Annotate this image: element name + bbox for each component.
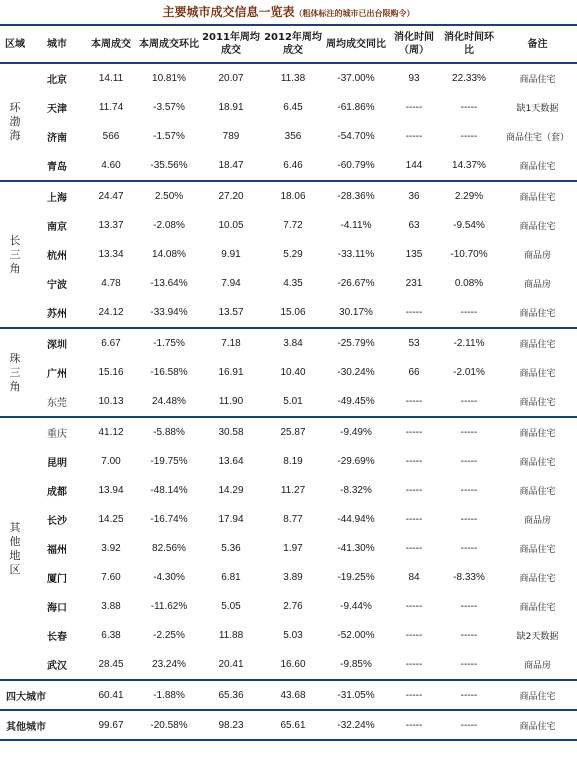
value-cell: 27.20 bbox=[200, 181, 262, 211]
value-cell: 65.36 bbox=[200, 680, 262, 710]
note-cell: 商品住宅 bbox=[519, 369, 556, 379]
value-cell: 8.19 bbox=[283, 456, 303, 467]
value-cell: 24.48% bbox=[152, 396, 186, 407]
value-cell: 24.12 bbox=[98, 307, 124, 318]
table-row bbox=[0, 93, 577, 122]
value-cell: ----- bbox=[405, 102, 423, 113]
value-cell: -52.00% bbox=[337, 630, 375, 641]
value-cell: -19.75% bbox=[150, 456, 188, 467]
note-cell: 商品住宅（套） bbox=[505, 133, 569, 143]
value-cell: 20.07 bbox=[218, 73, 244, 84]
value-cell: -20.58% bbox=[138, 710, 200, 740]
city-cell: 昆明 bbox=[47, 458, 67, 469]
value-cell: -2.25% bbox=[153, 630, 185, 641]
note-cell: 商品房 bbox=[523, 661, 551, 671]
city-cell: 济南 bbox=[47, 133, 67, 144]
value-cell: 13.34 bbox=[98, 249, 124, 260]
column-header: 备注 bbox=[498, 25, 577, 63]
value-cell: 6.46 bbox=[283, 160, 303, 171]
note-cell: 商品住宅 bbox=[519, 162, 556, 172]
total-row bbox=[0, 710, 577, 740]
value-cell: 566 bbox=[102, 131, 120, 142]
table-body bbox=[0, 63, 577, 740]
value-cell: 17.94 bbox=[218, 514, 244, 525]
city-cell: 天津 bbox=[47, 104, 67, 115]
header-row bbox=[0, 25, 577, 63]
value-cell: -9.49% bbox=[324, 417, 388, 447]
note-cell: 商品住宅 bbox=[498, 710, 577, 740]
value-cell: 10.13 bbox=[98, 396, 124, 407]
value-cell: 14.08% bbox=[152, 249, 186, 260]
value-cell: 93 bbox=[408, 73, 420, 84]
value-cell: ----- bbox=[388, 417, 440, 447]
city-cell: 杭州 bbox=[47, 251, 67, 262]
city-cell: 海口 bbox=[47, 603, 67, 614]
value-cell: 66 bbox=[408, 367, 420, 378]
region-label: 长三角 bbox=[9, 233, 21, 275]
value-cell: ----- bbox=[460, 396, 478, 407]
value-cell: 43.68 bbox=[262, 680, 324, 710]
value-cell: 14.11 bbox=[98, 73, 124, 84]
note-cell: 商品住宅 bbox=[519, 545, 556, 555]
value-cell: -54.70% bbox=[337, 131, 375, 142]
value-cell: 99.67 bbox=[84, 710, 138, 740]
value-cell: ----- bbox=[405, 601, 423, 612]
value-cell: 60.41 bbox=[84, 680, 138, 710]
value-cell: 6.45 bbox=[283, 102, 303, 113]
value-cell: -33.11% bbox=[337, 249, 375, 260]
value-cell: -28.36% bbox=[324, 181, 388, 211]
note-cell: 缺1天数据 bbox=[516, 104, 559, 114]
value-cell: -13.64% bbox=[150, 278, 188, 289]
value-cell: ----- bbox=[405, 307, 423, 318]
region-cell bbox=[0, 328, 30, 417]
value-cell: ----- bbox=[440, 417, 498, 447]
value-cell: 18.47 bbox=[218, 160, 244, 171]
note-cell: 商品住宅 bbox=[498, 417, 577, 447]
city-cell: 东莞 bbox=[47, 398, 67, 409]
value-cell: 11.88 bbox=[218, 630, 244, 641]
table-row bbox=[0, 505, 577, 534]
value-cell: 23.24% bbox=[152, 659, 186, 670]
table-row bbox=[0, 534, 577, 563]
value-cell: 41.12 bbox=[84, 417, 138, 447]
value-cell: 14.29 bbox=[218, 485, 244, 496]
city-cell: 长沙 bbox=[47, 516, 67, 527]
value-cell: 11.90 bbox=[218, 396, 244, 407]
note-cell: 商品住宅 bbox=[519, 487, 556, 497]
city-cell: 上海 bbox=[30, 181, 84, 211]
value-cell: ----- bbox=[460, 659, 478, 670]
value-cell: ----- bbox=[405, 659, 423, 670]
city-cell: 福州 bbox=[47, 545, 67, 556]
value-cell: 13.64 bbox=[218, 456, 244, 467]
value-cell: -32.24% bbox=[324, 710, 388, 740]
value-cell: -3.57% bbox=[153, 102, 185, 113]
note-cell: 商品住宅 bbox=[519, 603, 556, 613]
table-row bbox=[0, 151, 577, 181]
value-cell: 10.40 bbox=[280, 367, 306, 378]
title-text: 主要城市成交信息一览表 bbox=[162, 5, 295, 19]
value-cell: 11.38 bbox=[280, 73, 306, 84]
value-cell: -29.69% bbox=[337, 456, 375, 467]
value-cell: ----- bbox=[460, 543, 478, 554]
value-cell: -2.01% bbox=[453, 367, 485, 378]
table-row bbox=[0, 447, 577, 476]
value-cell: 2.50% bbox=[138, 181, 200, 211]
value-cell: 3.89 bbox=[283, 572, 303, 583]
value-cell: ----- bbox=[405, 456, 423, 467]
total-row bbox=[0, 680, 577, 710]
value-cell: 16.91 bbox=[218, 367, 244, 378]
value-cell: -60.79% bbox=[337, 160, 375, 171]
value-cell: 14.37% bbox=[452, 160, 486, 171]
value-cell: -11.62% bbox=[150, 601, 188, 612]
note-cell: 商品住宅 bbox=[519, 222, 556, 232]
column-header: 消化时间环比 bbox=[440, 25, 498, 63]
value-cell: 13.57 bbox=[218, 307, 244, 318]
city-cell: 成都 bbox=[47, 487, 67, 498]
value-cell: -61.86% bbox=[337, 102, 375, 113]
region-cell bbox=[0, 63, 30, 181]
city-cell: 深圳 bbox=[30, 328, 84, 358]
value-cell: 65.61 bbox=[262, 710, 324, 740]
value-cell: 135 bbox=[405, 249, 423, 260]
region-label: 其他地区 bbox=[9, 520, 21, 576]
value-cell: 15.06 bbox=[280, 307, 306, 318]
value-cell: 4.78 bbox=[101, 278, 121, 289]
value-cell: -5.88% bbox=[138, 417, 200, 447]
value-cell: ----- bbox=[440, 710, 498, 740]
city-cell: 北京 bbox=[47, 75, 67, 86]
value-cell: 7.72 bbox=[283, 220, 303, 231]
table-row bbox=[0, 240, 577, 269]
value-cell: ----- bbox=[405, 543, 423, 554]
value-cell: 22.33% bbox=[452, 73, 486, 84]
city-cell: 武汉 bbox=[47, 661, 67, 672]
table-row bbox=[0, 563, 577, 592]
value-cell: 4.60 bbox=[101, 160, 121, 171]
column-header: 消化时间（周） bbox=[388, 25, 440, 63]
city-cell: 广州 bbox=[47, 369, 67, 380]
region-cell bbox=[0, 181, 30, 328]
value-cell: 13.37 bbox=[98, 220, 124, 231]
value-cell: 28.45 bbox=[98, 659, 124, 670]
value-cell: ----- bbox=[460, 307, 478, 318]
table-row bbox=[0, 621, 577, 650]
value-cell: 53 bbox=[388, 328, 440, 358]
city-cell: 厦门 bbox=[47, 574, 67, 585]
value-cell: 5.03 bbox=[283, 630, 303, 641]
value-cell: ----- bbox=[388, 710, 440, 740]
city-cell: 宁波 bbox=[47, 280, 67, 291]
value-cell: 24.47 bbox=[84, 181, 138, 211]
value-cell: ----- bbox=[405, 514, 423, 525]
value-cell: 0.08% bbox=[454, 278, 484, 289]
note-cell: 商品住宅 bbox=[519, 309, 556, 319]
region-cell bbox=[0, 417, 30, 680]
value-cell: -2.11% bbox=[440, 328, 498, 358]
value-cell: 82.56% bbox=[152, 543, 186, 554]
value-cell: -44.94% bbox=[337, 514, 375, 525]
note-cell: 商品住宅 bbox=[519, 458, 556, 468]
region-label: 珠三角 bbox=[9, 351, 21, 393]
region-label: 环渤海 bbox=[9, 101, 21, 142]
note-cell: 商品房 bbox=[523, 516, 551, 526]
value-cell: 5.05 bbox=[221, 601, 241, 612]
value-cell: ----- bbox=[405, 396, 423, 407]
value-cell: ----- bbox=[405, 630, 423, 641]
title-note: （粗体标注的城市已出台限购令） bbox=[294, 9, 415, 18]
value-cell: -30.24% bbox=[337, 367, 375, 378]
value-cell: 7.18 bbox=[200, 328, 262, 358]
value-cell: ----- bbox=[460, 514, 478, 525]
value-cell: -10.70% bbox=[450, 249, 488, 260]
value-cell: 9.91 bbox=[221, 249, 241, 260]
value-cell: 6.81 bbox=[221, 572, 241, 583]
table-row bbox=[0, 592, 577, 621]
value-cell: 25.87 bbox=[262, 417, 324, 447]
value-cell: ----- bbox=[460, 601, 478, 612]
table-row bbox=[0, 328, 577, 358]
value-cell: 789 bbox=[222, 131, 240, 142]
value-cell: 8.77 bbox=[283, 514, 303, 525]
value-cell: 16.60 bbox=[280, 659, 306, 670]
value-cell: -4.11% bbox=[340, 220, 372, 231]
value-cell: 231 bbox=[405, 278, 423, 289]
note-cell: 商品住宅 bbox=[498, 181, 577, 211]
value-cell: 2.29% bbox=[440, 181, 498, 211]
value-cell: 63 bbox=[408, 220, 420, 231]
note-cell: 商品房 bbox=[523, 251, 551, 261]
value-cell: 4.35 bbox=[283, 278, 303, 289]
value-cell: 11.27 bbox=[280, 485, 306, 496]
table-title bbox=[0, 0, 577, 24]
table-row bbox=[0, 387, 577, 417]
value-cell: -4.30% bbox=[153, 572, 185, 583]
value-cell: -1.57% bbox=[153, 131, 185, 142]
column-header: 城市 bbox=[30, 25, 84, 63]
value-cell: 1.97 bbox=[283, 543, 303, 554]
note-cell: 商品住宅 bbox=[519, 398, 556, 408]
value-cell: 5.29 bbox=[283, 249, 303, 260]
value-cell: -2.08% bbox=[153, 220, 185, 231]
note-cell: 商品住宅 bbox=[498, 328, 577, 358]
city-cell: 青岛 bbox=[47, 162, 67, 173]
value-cell: ----- bbox=[460, 630, 478, 641]
value-cell: 11.74 bbox=[98, 102, 124, 113]
table-row bbox=[0, 211, 577, 240]
value-cell: -31.05% bbox=[324, 680, 388, 710]
value-cell: -49.45% bbox=[337, 396, 375, 407]
value-cell: 10.05 bbox=[218, 220, 244, 231]
value-cell: -41.30% bbox=[337, 543, 375, 554]
value-cell: 10.81% bbox=[152, 73, 186, 84]
value-cell: -9.54% bbox=[453, 220, 485, 231]
value-cell: 7.00 bbox=[101, 456, 121, 467]
value-cell: -9.44% bbox=[340, 601, 372, 612]
table-row bbox=[0, 269, 577, 298]
value-cell: -33.94% bbox=[150, 307, 188, 318]
note-cell: 商品住宅 bbox=[519, 75, 556, 85]
value-cell: 356 bbox=[284, 131, 302, 142]
value-cell: -1.88% bbox=[138, 680, 200, 710]
column-header: 本周成交 bbox=[84, 25, 138, 63]
column-header: 周均成交同比 bbox=[324, 25, 388, 63]
value-cell: -16.58% bbox=[150, 367, 188, 378]
value-cell: 5.01 bbox=[283, 396, 303, 407]
column-header: 本周成交环比 bbox=[138, 25, 200, 63]
value-cell: 84 bbox=[408, 572, 420, 583]
value-cell: 18.06 bbox=[262, 181, 324, 211]
value-cell: 18.91 bbox=[218, 102, 244, 113]
value-cell: 98.23 bbox=[200, 710, 262, 740]
note-cell: 缺2天数据 bbox=[516, 632, 559, 642]
value-cell: 20.41 bbox=[218, 659, 244, 670]
table-row bbox=[0, 358, 577, 387]
city-cell: 重庆 bbox=[30, 417, 84, 447]
city-cell: 南京 bbox=[47, 222, 67, 233]
column-header: 2012年周均成交 bbox=[262, 25, 324, 63]
value-cell: ----- bbox=[388, 680, 440, 710]
city-cell: 长春 bbox=[47, 632, 67, 643]
value-cell: -8.32% bbox=[340, 485, 372, 496]
value-cell: -8.33% bbox=[453, 572, 485, 583]
value-cell: -19.25% bbox=[337, 572, 375, 583]
value-cell: -9.85% bbox=[340, 659, 372, 670]
value-cell: 144 bbox=[405, 160, 423, 171]
value-cell: 7.60 bbox=[101, 572, 121, 583]
value-cell: 3.92 bbox=[101, 543, 121, 554]
value-cell: 30.58 bbox=[200, 417, 262, 447]
column-header: 区域 bbox=[0, 25, 30, 63]
value-cell: ----- bbox=[460, 456, 478, 467]
value-cell: -26.67% bbox=[337, 278, 375, 289]
value-cell: ----- bbox=[440, 680, 498, 710]
table-row bbox=[0, 417, 577, 447]
value-cell: 36 bbox=[388, 181, 440, 211]
value-cell: 15.16 bbox=[98, 367, 124, 378]
value-cell: ----- bbox=[405, 485, 423, 496]
value-cell: 30.17% bbox=[339, 307, 373, 318]
note-cell: 商品住宅 bbox=[498, 680, 577, 710]
value-cell: 3.84 bbox=[262, 328, 324, 358]
value-cell: -37.00% bbox=[337, 73, 375, 84]
table-row bbox=[0, 181, 577, 211]
value-cell: 6.38 bbox=[101, 630, 121, 641]
table-row bbox=[0, 122, 577, 151]
note-cell: 商品住宅 bbox=[519, 574, 556, 584]
value-cell: 6.67 bbox=[84, 328, 138, 358]
value-cell: ----- bbox=[460, 485, 478, 496]
value-cell: -35.56% bbox=[150, 160, 188, 171]
value-cell: ----- bbox=[405, 131, 423, 142]
value-cell: 3.88 bbox=[101, 601, 121, 612]
value-cell: 5.36 bbox=[221, 543, 241, 554]
table-row bbox=[0, 298, 577, 328]
value-cell: 7.94 bbox=[221, 278, 241, 289]
column-header: 2011年周均成交 bbox=[200, 25, 262, 63]
value-cell: -16.74% bbox=[150, 514, 188, 525]
value-cell: 13.94 bbox=[98, 485, 124, 496]
total-label: 其他城市 bbox=[0, 710, 84, 740]
value-cell: -1.75% bbox=[138, 328, 200, 358]
table-row bbox=[0, 63, 577, 93]
value-cell: 2.76 bbox=[283, 601, 303, 612]
value-cell: -25.79% bbox=[324, 328, 388, 358]
note-cell: 商品房 bbox=[523, 280, 551, 290]
value-cell: ----- bbox=[460, 102, 478, 113]
value-cell: 14.25 bbox=[98, 514, 124, 525]
value-cell: -48.14% bbox=[150, 485, 188, 496]
table-row bbox=[0, 650, 577, 680]
city-cell: 苏州 bbox=[47, 309, 67, 320]
table-row bbox=[0, 476, 577, 505]
total-label: 四大城市 bbox=[0, 680, 84, 710]
city-transaction-table bbox=[0, 24, 577, 741]
value-cell: ----- bbox=[460, 131, 478, 142]
